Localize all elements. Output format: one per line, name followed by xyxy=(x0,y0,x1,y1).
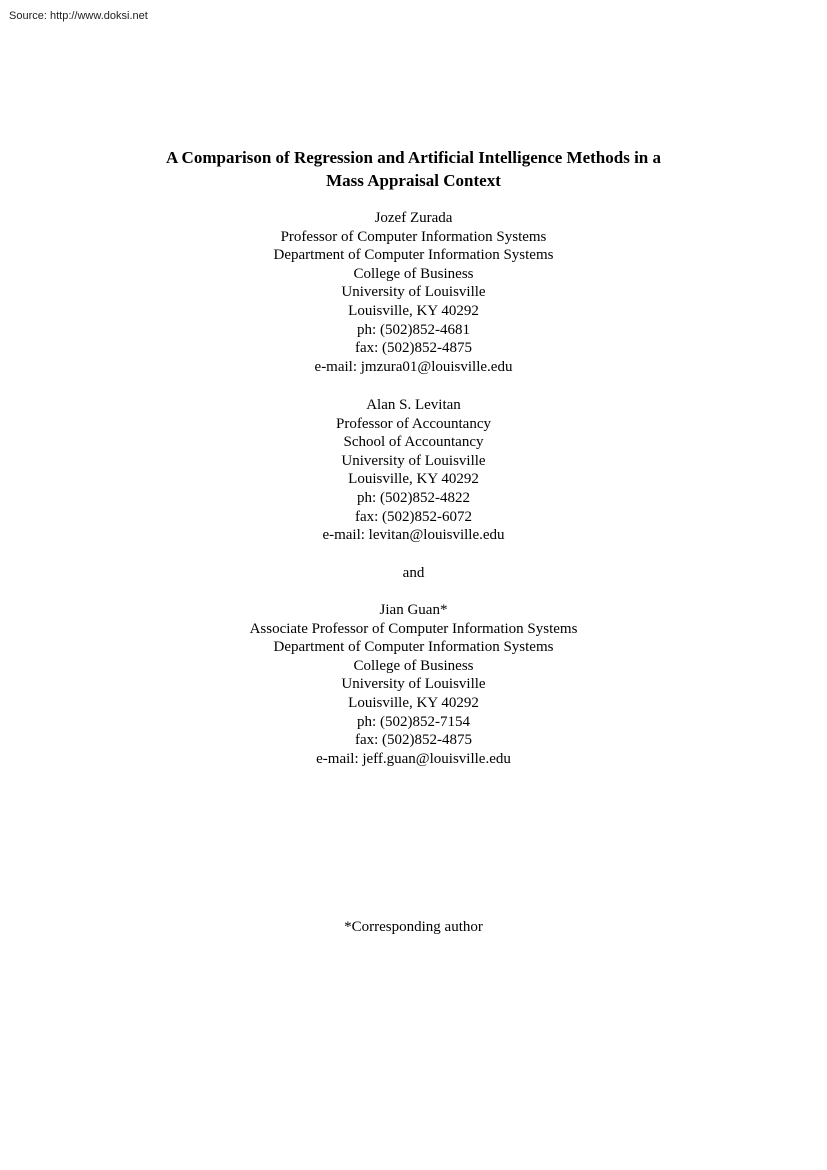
author-city: Louisville, KY 40292 xyxy=(348,471,479,488)
author-block-guan xyxy=(0,601,827,768)
author-fax: fax: (502)852-4875 xyxy=(354,732,473,749)
author-name: Jozef Zurada xyxy=(374,210,453,226)
source-label: Source: http://www.doksi.net xyxy=(9,10,148,22)
author-phone: ph: (502)852-7154 xyxy=(357,713,470,730)
title-line-2: Mass Appraisal Context xyxy=(326,170,501,190)
author-college: College of Business xyxy=(353,265,474,282)
author-name: Jian Guan* xyxy=(379,602,448,618)
author-department: Department of Computer Information Systems xyxy=(273,247,554,264)
author-position: Associate Professor of Computer Information Systems xyxy=(249,620,578,637)
author-city: Louisville, KY 40292 xyxy=(348,694,479,711)
author-phone: ph: (502)852-4822 xyxy=(357,489,470,506)
author-department: Department of Computer Information Systems xyxy=(273,639,554,656)
author-city: Louisville, KY 40292 xyxy=(348,302,479,319)
author-position: Professor of Accountancy xyxy=(336,415,491,432)
author-block-levitan xyxy=(0,396,827,545)
author-email: e-mail: jmzura01@louisville.edu xyxy=(314,358,513,375)
author-university: University of Louisville xyxy=(341,676,486,693)
author-fax: fax: (502)852-4875 xyxy=(354,340,473,357)
title-line-1: A Comparison of Regression and Artificial Intelligence Methods in a xyxy=(165,148,662,167)
author-school: School of Accountancy xyxy=(343,434,484,451)
author-university: University of Louisville xyxy=(341,452,486,469)
author-fax: fax: (502)852-6072 xyxy=(354,508,473,525)
author-email: e-mail: jeff.guan@louisville.edu xyxy=(316,750,511,767)
corresponding-author-note: *Corresponding author xyxy=(344,919,483,935)
paper-title xyxy=(0,147,827,192)
author-phone: ph: (502)852-4681 xyxy=(357,321,470,338)
author-block-zurada xyxy=(0,209,827,376)
author-name: Alan S. Levitan xyxy=(366,397,461,413)
author-position: Professor of Computer Information Systems xyxy=(280,228,547,245)
author-university: University of Louisville xyxy=(341,284,486,301)
author-email: e-mail: levitan@louisville.edu xyxy=(322,527,505,544)
author-separator: and xyxy=(402,565,425,581)
author-college: College of Business xyxy=(353,657,474,674)
